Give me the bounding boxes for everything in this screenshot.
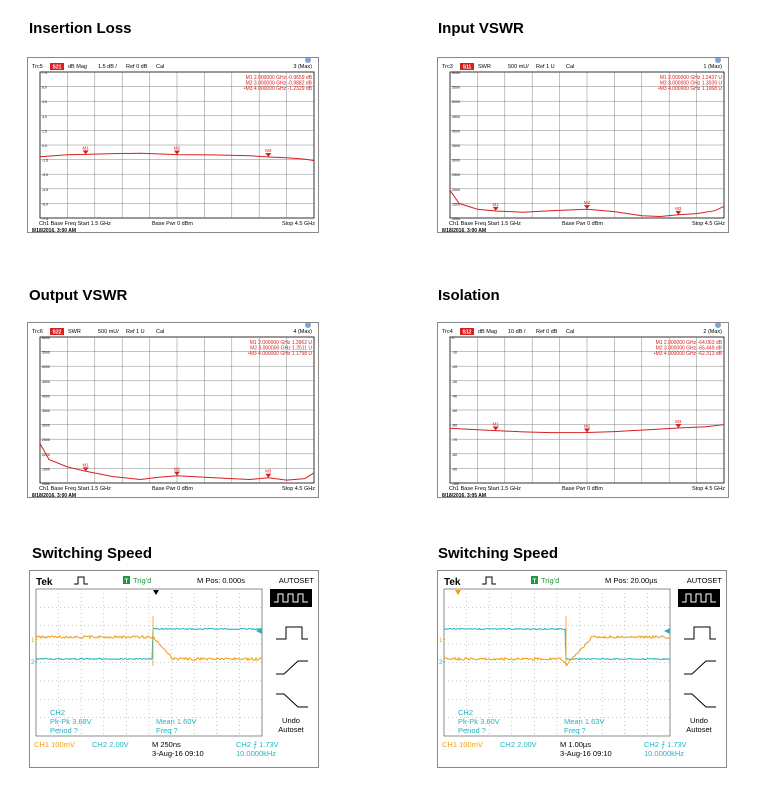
scope-date: 3-Aug-16 09:10 — [152, 749, 204, 758]
y-tick-label: 3000 — [42, 423, 50, 428]
vna-panel-output-vswr — [27, 322, 319, 498]
autoset-label: AUTOSET — [278, 576, 314, 585]
y-tick-label: 3500 — [42, 409, 50, 413]
cal-label: Cal — [566, 329, 575, 335]
insertion-loss-title: Insertion Loss — [29, 20, 132, 37]
y-tick-label: 5500 — [452, 85, 460, 90]
marker-readout: M1 2.000000 GHz 1.2437 U — [659, 75, 722, 81]
vna-grid — [450, 72, 724, 218]
y-tick-label: -4.5 — [42, 187, 49, 192]
vna-panel-insertion-loss — [27, 57, 319, 233]
channel-tag: 1 (Max) — [703, 64, 722, 70]
scale-label: 500 mU/ — [508, 64, 529, 70]
y-tick-label: 1.5 — [42, 129, 47, 134]
y-tick-label: -90 — [452, 467, 458, 472]
marker-label: M3 — [265, 148, 272, 154]
scope-footer — [442, 740, 687, 758]
vna-grid — [450, 337, 724, 483]
meas-ch2: CH2 — [458, 708, 474, 717]
vna-header — [32, 323, 312, 336]
marker-readout: •M3 4.000000 GHz 1.1798 U — [247, 351, 312, 357]
scope-svg — [438, 571, 726, 767]
meas-mean: Mean 1.60V — [156, 717, 197, 726]
footer-power: Base Pwr 0 dBm — [152, 221, 193, 227]
y-tick-label: 2000 — [42, 452, 50, 457]
marker-readout: •M3 4.000000 GHz -1.2329 dB — [243, 86, 312, 92]
trace-label: Trc6 — [32, 329, 43, 335]
vna-footer — [32, 486, 315, 497]
marker-readout: •M3 4.000000 GHz 1.1068 U — [657, 86, 722, 92]
undo-label: Undo — [690, 716, 708, 725]
vna-footer — [442, 486, 725, 497]
y-tick-label: 4500 — [42, 379, 50, 384]
y-tick-label: 2500 — [42, 438, 50, 443]
y-tick-label: -50 — [452, 409, 458, 413]
marker-readouts — [248, 340, 312, 357]
ref-label: Ref 1 U — [536, 64, 555, 70]
format-label: dB Mag — [478, 329, 497, 335]
scope-footer — [34, 740, 279, 758]
vna-panel-isolation — [437, 322, 729, 498]
y-tick-label: -3.0 — [42, 173, 49, 178]
format-label: SWR — [478, 64, 491, 70]
vna-icon — [305, 58, 311, 63]
y-tick-label: -7.5 — [42, 217, 49, 221]
footer-start: Ch1 Base Freq Start 1.5 GHz — [39, 221, 111, 227]
vna-chart-svg — [438, 323, 728, 497]
marker-label: M2 — [173, 466, 181, 472]
y-tick-label: 4000 — [42, 394, 50, 399]
scope-date: 3-Aug-16 09:10 — [560, 749, 612, 758]
ch1-scale: CH1 100mV — [34, 740, 75, 749]
vna-chart-svg — [438, 58, 728, 232]
vna-chart-svg — [28, 58, 318, 232]
meas-period: Period ? — [458, 726, 486, 735]
autoset-undo-label: Autoset — [278, 725, 304, 734]
param-label: S12 — [462, 329, 472, 336]
isolation-title: Isolation — [438, 287, 500, 304]
channel-tag: 4 (Max) — [293, 329, 312, 335]
format-label: SWR — [68, 329, 81, 335]
cal-label: Cal — [156, 329, 165, 335]
trig-t: T — [124, 579, 129, 585]
ref-label: Ref 0 dB — [536, 329, 558, 335]
vna-header — [442, 323, 722, 336]
marker-readout: M2 3.000000 GHz -65.449 dB — [655, 345, 722, 352]
footer-power: Base Pwr 0 dBm — [152, 486, 193, 492]
vna-panel-input-vswr — [437, 57, 729, 233]
y-tick-label: -1.5 — [42, 158, 49, 163]
footer-start: Ch1 Base Freq Start 1.5 GHz — [449, 486, 521, 492]
y-tick-label: -60 — [452, 423, 458, 428]
footer-start: Ch1 Base Freq Start 1.5 GHz — [39, 486, 111, 492]
marker-readouts — [244, 75, 313, 92]
footer-stop: Stop 4.5 GHz — [281, 221, 315, 227]
footer-start: Ch1 Base Freq Start 1.5 GHz — [449, 221, 521, 227]
y-tick-label: -10 — [452, 350, 458, 355]
channel-tag: 2 (Max) — [703, 329, 722, 335]
meas-freq: Freq ? — [156, 726, 178, 735]
y-tick-label: 1000 — [42, 482, 50, 486]
trig-status: Trig'd — [133, 576, 152, 585]
marker-readout: M2 3.000000 GHz 1.3039 U — [659, 80, 722, 87]
y-tick-label: 4500 — [452, 114, 460, 119]
vna-chart-svg — [28, 323, 318, 497]
mpos-label: M Pos: 0.000s — [197, 576, 245, 585]
falling-edge-icon — [684, 694, 716, 707]
marker-readout: M1 2.000000 GHz -0.9659 dB — [245, 75, 312, 81]
y-tick-label: 0 — [452, 336, 454, 340]
meas-pkpk: Pk-Pk 3.68V — [50, 717, 92, 726]
timebase: M 250ns — [152, 740, 181, 749]
ref-label: Ref 1 U — [126, 329, 145, 335]
footer-date: 8/18/2016, 3:00 AM — [32, 493, 77, 497]
scope-svg — [30, 571, 318, 767]
meas-period: Period ? — [50, 726, 78, 735]
y-tick-label: 6000 — [452, 71, 460, 75]
marker-label: M3 — [675, 418, 682, 424]
marker-readout: M2 3.000000 GHz 1.2511 U — [250, 345, 312, 352]
switching-speed-title-2: Switching Speed — [438, 545, 559, 562]
timebase: M 1.00µs — [560, 740, 591, 749]
footer-stop: Stop 4.5 GHz — [281, 486, 315, 492]
footer-stop: Stop 4.5 GHz — [691, 221, 725, 227]
y-tick-label: 4.5 — [42, 100, 47, 105]
scope-menu — [270, 589, 312, 734]
ch2-scale: CH2 2.00V — [92, 740, 129, 749]
footer-power: Base Pwr 0 dBm — [562, 221, 603, 227]
scale-label: 1.5 dB / — [98, 64, 117, 70]
y-tick-label: 0.0 — [42, 144, 47, 148]
scope-panel-2 — [437, 570, 727, 768]
switching-speed-title-1: Switching Speed — [32, 545, 153, 562]
rising-edge-icon — [276, 661, 308, 674]
param-label: S21 — [52, 64, 62, 71]
ch1-scale: CH1 100mV — [442, 740, 483, 749]
undo-label: Undo — [282, 716, 300, 725]
output-vswr-title: Output VSWR — [29, 287, 128, 304]
y-tick-label: -6.0 — [42, 202, 49, 207]
marker-readout: •M3 4.000000 GHz -62.313 dB — [653, 351, 722, 357]
marker-readout: M1 2.000000 GHz -64.063 dB — [655, 340, 722, 346]
y-tick-label: 1000 — [452, 217, 460, 221]
scale-label: 10 dB / — [508, 329, 526, 335]
cal-label: Cal — [156, 64, 165, 70]
y-tick-label: -30 — [452, 379, 458, 384]
param-label: S22 — [52, 329, 62, 336]
menu-pulse-button — [678, 589, 720, 607]
ch2-ground-marker: 2+ — [439, 660, 446, 666]
ch2-scale: CH2 2.00V — [500, 740, 537, 749]
y-tick-label: 1500 — [42, 467, 50, 472]
y-tick-label: 7.5 — [42, 71, 47, 75]
channel-tag: 3 (Max) — [293, 64, 312, 70]
meas-freq: Freq ? — [564, 726, 586, 735]
trigger-level: CH2 ⨍ 1.73V — [644, 740, 687, 749]
autoset-label: AUTOSET — [686, 576, 722, 585]
falling-edge-icon — [276, 694, 308, 707]
mpos-label: M Pos: 20.00µs — [605, 576, 658, 585]
marker-label: M1 — [492, 421, 499, 427]
y-tick-label: 2000 — [452, 187, 460, 192]
footer-stop: Stop 4.5 GHz — [691, 486, 725, 492]
trigger-freq: 10.0000kHz — [236, 749, 277, 758]
y-tick-label: -70 — [452, 438, 458, 443]
vna-footer — [442, 221, 725, 232]
footer-power: Base Pwr 0 dBm — [562, 486, 603, 492]
vna-footer — [32, 221, 315, 232]
y-tick-label: 2500 — [452, 173, 460, 178]
meas-mean: Mean 1.63V — [564, 717, 605, 726]
y-tick-label: 1500 — [452, 202, 460, 207]
y-tick-label: 5000 — [42, 365, 50, 370]
menu-pulse-button — [270, 589, 312, 607]
scale-label: 500 mU/ — [98, 329, 119, 335]
vna-header — [442, 58, 722, 71]
y-tick-label: -20 — [452, 365, 458, 370]
marker-label: M3 — [265, 468, 272, 474]
vna-icon — [305, 323, 311, 328]
meas-pkpk: Pk-Pk 3.60V — [458, 717, 500, 726]
cal-label: Cal — [566, 64, 575, 70]
marker-readout: M2 3.000000 GHz -0.9882 dB — [245, 80, 312, 87]
y-tick-label: 3000 — [452, 158, 460, 163]
marker-label: M1 — [82, 462, 89, 468]
y-tick-label: 3500 — [452, 144, 460, 148]
trig-t: T — [532, 579, 537, 585]
trace-label: Trc5 — [32, 64, 43, 70]
scope-header — [444, 576, 722, 588]
y-tick-label: 5500 — [42, 350, 50, 355]
rising-edge-icon — [684, 661, 716, 674]
y-tick-label: 4000 — [452, 129, 460, 134]
ch2-ground-marker: 2+ — [31, 660, 38, 666]
autoset-undo-label: Autoset — [686, 725, 712, 734]
y-tick-label: 5000 — [452, 100, 460, 105]
vna-icon — [715, 323, 721, 328]
marker-label: M1 — [492, 201, 499, 207]
format-label: dB Mag — [68, 64, 87, 70]
pulse-icon — [482, 577, 496, 584]
input-vswr-title: Input VSWR — [438, 20, 524, 37]
vna-icon — [715, 58, 721, 63]
y-tick-label: -80 — [452, 452, 458, 457]
scope-brand: Tek — [444, 577, 461, 588]
param-label: S11 — [462, 64, 472, 71]
marker-label: M2 — [583, 200, 591, 206]
marker-label: M2 — [173, 145, 181, 151]
footer-date: 8/18/2016, 3:05 AM — [442, 493, 487, 497]
single-pulse-icon — [684, 627, 716, 639]
marker-label: M1 — [82, 145, 89, 151]
meas-ch2: CH2 — [50, 708, 66, 717]
footer-date: 8/18/2016, 3:00 AM — [442, 228, 487, 232]
y-tick-label: -100 — [452, 482, 460, 486]
trace-label: Trc3 — [442, 64, 453, 70]
vna-grid — [40, 337, 314, 483]
trig-status: Trig'd — [541, 576, 560, 585]
footer-date: 8/18/2016, 3:00 AM — [32, 228, 77, 232]
scope-brand: Tek — [36, 577, 53, 588]
ref-label: Ref 0 dB — [126, 64, 148, 70]
marker-label: M3 — [675, 205, 682, 211]
ch1-ground-marker: 1+ — [31, 638, 38, 644]
vna-header — [32, 58, 312, 71]
single-pulse-icon — [276, 627, 308, 639]
scope-panel-1 — [29, 570, 319, 768]
pulse-icon — [74, 577, 88, 584]
marker-readouts — [654, 340, 723, 357]
marker-readouts — [658, 75, 722, 92]
y-tick-label: 6.0 — [42, 85, 47, 90]
scope-header — [36, 576, 314, 588]
trace-label: Trc4 — [442, 329, 453, 335]
marker-readout: M1 2.000000 GHz 1.3962 U — [249, 340, 312, 346]
y-tick-label: -40 — [452, 394, 458, 399]
marker-label: M2 — [583, 423, 591, 429]
y-tick-label: 6000 — [42, 336, 50, 340]
trigger-level: CH2 ⨍ 1.73V — [236, 740, 279, 749]
ch1-ground-marker: 1+ — [439, 638, 446, 644]
scope-menu — [678, 589, 720, 734]
y-tick-label: 3.0 — [42, 114, 47, 119]
trigger-freq: 10.0000kHz — [644, 749, 685, 758]
